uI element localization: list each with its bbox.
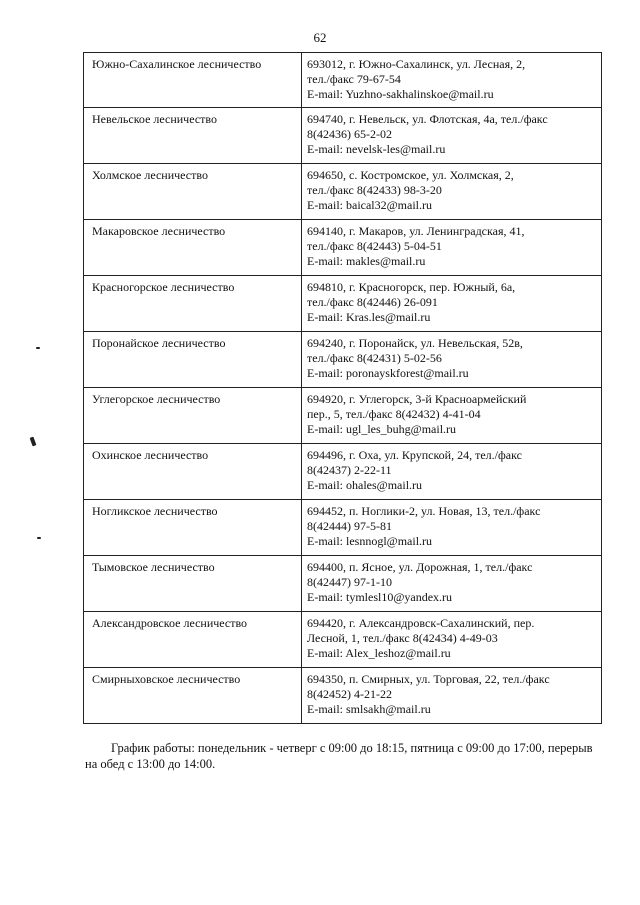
address-line: тел./факс 8(42431) 5-02-56: [307, 351, 442, 365]
address-line: 8(42436) 65-2-02: [307, 127, 392, 141]
address-line: 694496, г. Оха, ул. Крупской, 24, тел./факс: [307, 448, 522, 462]
table-row: [84, 556, 602, 612]
email-line: E-mail: poronayskforest@mail.ru: [307, 366, 469, 380]
address-line: 8(42447) 97-1-10: [307, 575, 392, 589]
table-row: [84, 164, 602, 220]
forestry-name-cell: Поронайское лесничество: [84, 332, 302, 388]
table-row: [84, 332, 602, 388]
table-body: [84, 53, 602, 724]
address-line: 8(42452) 4-21-22: [307, 687, 392, 701]
address-line: 694240, г. Поронайск, ул. Невельская, 52в,: [307, 336, 523, 350]
address-line: 694810, г. Красногорск, пер. Южный, 6а,: [307, 280, 516, 294]
table-row: [84, 500, 602, 556]
address-line: 694420, г. Александровск-Сахалинский, пер.: [307, 616, 535, 630]
forestry-table: [83, 52, 602, 724]
address-line: 694400, п. Ясное, ул. Дорожная, 1, тел./факс: [307, 560, 533, 574]
contact-cell: [302, 612, 602, 668]
forestry-name-cell: Макаровское лесничество: [84, 220, 302, 276]
page-number: 62: [313, 30, 327, 45]
address-line: пер., 5, тел./факс 8(42432) 4-41-04: [307, 407, 481, 421]
contact-cell: [302, 164, 602, 220]
email-line: E-mail: baical32@mail.ru: [307, 198, 433, 212]
forestry-name-cell: Углегорское лесничество: [84, 388, 302, 444]
address-line: 8(42444) 97-5-81: [307, 519, 392, 533]
contact-cell: [302, 444, 602, 500]
address-line: тел./факс 79-67-54: [307, 72, 401, 86]
contact-cell: [302, 220, 602, 276]
email-line: E-mail: nevelsk-les@mail.ru: [307, 142, 446, 156]
forestry-name-cell: Александровское лесничество: [84, 612, 302, 668]
email-line: E-mail: Kras.les@mail.ru: [307, 310, 431, 324]
table-row: [84, 444, 602, 500]
email-line: E-mail: ohales@mail.ru: [307, 478, 423, 492]
table-row: [84, 108, 602, 164]
table-row: [84, 220, 602, 276]
table-row: [84, 668, 602, 724]
contact-cell: [302, 108, 602, 164]
forestry-name-cell: Южно-Сахалинское лесничество: [84, 53, 302, 108]
contact-cell: [302, 332, 602, 388]
forestry-name-cell: Ногликское лесничество: [84, 500, 302, 556]
address-line: 8(42437) 2-22-11: [307, 463, 392, 477]
address-line: 694452, п. Ноглики-2, ул. Новая, 13, тел./факс: [307, 504, 541, 518]
address-line: тел./факс 8(42433) 98-3-20: [307, 183, 442, 197]
email-line: E-mail: Yuzhno-sakhalinskoe@mail.ru: [307, 87, 494, 101]
address-line: 694140, г. Макаров, ул. Ленинградская, 41,: [307, 224, 525, 238]
email-line: E-mail: tymlesl10@yandex.ru: [307, 590, 453, 604]
contact-cell: [302, 668, 602, 724]
forestry-name-cell: Невельское лесничество: [84, 108, 302, 164]
address-line: тел./факс 8(42446) 26-091: [307, 295, 438, 309]
contact-cell: [302, 500, 602, 556]
scan-mark-2: [30, 437, 37, 447]
address-line: тел./факс 8(42443) 5-04-51: [307, 239, 442, 253]
contact-cell: [302, 53, 602, 108]
contact-cell: [302, 556, 602, 612]
email-line: E-mail: makles@mail.ru: [307, 254, 426, 268]
forestry-name-cell: Красногорское лесничество: [84, 276, 302, 332]
email-line: E-mail: smlsakh@mail.ru: [307, 702, 431, 716]
table-row: [84, 53, 602, 108]
table-row: [84, 612, 602, 668]
email-line: E-mail: ugl_les_buhg@mail.ru: [307, 422, 457, 436]
address-line: 693012, г. Южно-Сахалинск, ул. Лесная, 2,: [307, 57, 526, 71]
email-line: E-mail: Alex_leshoz@mail.ru: [307, 646, 451, 660]
scan-mark-1: [36, 347, 40, 349]
email-line: E-mail: lesnnogl@mail.ru: [307, 534, 433, 548]
forestry-name-cell: Холмское лесничество: [84, 164, 302, 220]
address-line: 694650, с. Костромское, ул. Холмская, 2,: [307, 168, 514, 182]
address-line: 694740, г. Невельск, ул. Флотская, 4а, тел./факс: [307, 112, 548, 126]
scan-mark-3: [37, 537, 41, 539]
forestry-name-cell: Тымовское лесничество: [84, 556, 302, 612]
table-row: [84, 388, 602, 444]
table-row: [84, 276, 602, 332]
address-line: 694350, п. Смирных, ул. Торговая, 22, тел./факс: [307, 672, 550, 686]
forestry-name-cell: Смирныховское лесничество: [84, 668, 302, 724]
contact-cell: [302, 388, 602, 444]
address-line: Лесной, 1, тел./факс 8(42434) 4-49-03: [307, 631, 498, 645]
address-line: 694920, г. Углегорск, 3-й Красноармейский: [307, 392, 527, 406]
contact-cell: [302, 276, 602, 332]
forestry-name-cell: Охинское лесничество: [84, 444, 302, 500]
schedule-text: График работы: понедельник - четверг с 09:00 до 18:15, пятница с 09:00 до 17:00, перерыв на обед с 13:00 до 14:00.: [85, 741, 593, 771]
